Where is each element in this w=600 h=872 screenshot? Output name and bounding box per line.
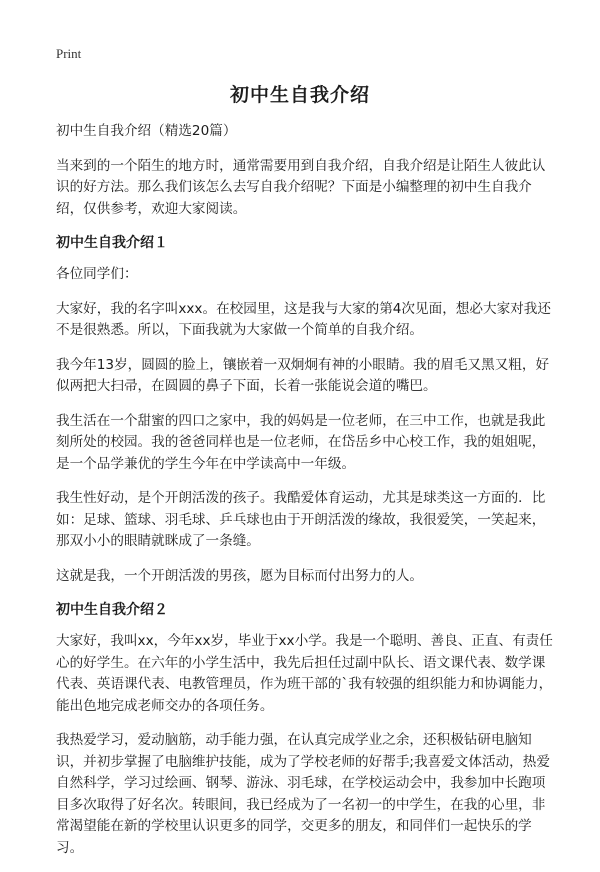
paragraph: 我热爱学习，爱动脑筋，动手能力强，在认真完成学业之余，还积极钻研电脑知识，并初步掌握了电脑维护技能，成为了学校老师的好帮手;我喜爱文体活动，热爱自然科学，学习过绘画、钢琴、游泳、羽毛球，在学校运动会中，我参加中长跑项目多次取得了好名次。转眼间，我已经成为了一名初一的中学生，在我的心里，非常渴望能在新的学校里认识更多的同学，交更多的朋友，和同伴们一起快乐的学习。 — [56, 732, 550, 856]
paragraph: 这就是我，一个开朗活泼的男孩，愿为目标而付出努力的人。 — [56, 567, 424, 584]
document-body — [56, 121, 556, 872]
paragraph: 各位同学们： — [56, 266, 138, 282]
paragraph: 大家好，我叫xx，今年xx岁，毕业于xx小学。我是一个聪明、善良、正直、有责任心的好学生。在六年的小学生活中，我先后担任过副中队长、语文课代表、数学课代表、英语课代表、电教管理员，作为班干部的`我有较强的组织能力和协调能力，能出色地完成老师交办的各项任务。 — [56, 633, 553, 714]
paragraph: 我今年13岁，圆圆的脸上，镶嵌着一双炯炯有神的小眼睛。我的眉毛又黑又粗，好似两把大扫帚，在圆圆的鼻子下面，长着一张能说会道的嘴巴。 — [56, 356, 550, 394]
paragraph: 我生活在一个甜蜜的四口之家中，我的妈妈是一位老师，在三中工作，也就是我此刻所处的校园。我的爸爸同样也是一位老师，在岱岳乡中心校工作，我的姐姐呢，是一个品学兼优的学生今年在中学读高中一年级。 — [56, 412, 546, 472]
document-subtitle: 初中生自我介绍（精选20篇） — [56, 123, 237, 139]
document-title: 初中生自我介绍 — [229, 84, 370, 106]
paragraph: 我生性好动，是个开朗活泼的孩子。我酷爱体育运动，尤其是球类这一方面的．比如：足球、篮球、羽毛球、乒乓球也由于开朗活泼的缘故，我很爱笑，一笑起来，那双小小的眼睛就眯成了一条缝。 — [56, 490, 546, 549]
print-label: Print — [56, 46, 82, 61]
paragraph: 大家好，我的名字叫xxx。在校园里，这是我与大家的第4次见面，想必大家对我还不是很熟悉。所以，下面我就为大家做一个简单的自我介绍。 — [56, 300, 551, 338]
section-heading-1: 初中生自我介绍１ — [56, 235, 168, 251]
intro-paragraph: 当来到的一个陌生的地方时，通常需要用到自我介绍，自我介绍是让陌生人彼此认识的好方法。那么我们该怎么去写自我介绍呢？下面是小编整理的初中生自我介绍，仅供参考，欢迎大家阅读。 — [56, 157, 546, 217]
section-heading-2: 初中生自我介绍２ — [56, 602, 168, 618]
